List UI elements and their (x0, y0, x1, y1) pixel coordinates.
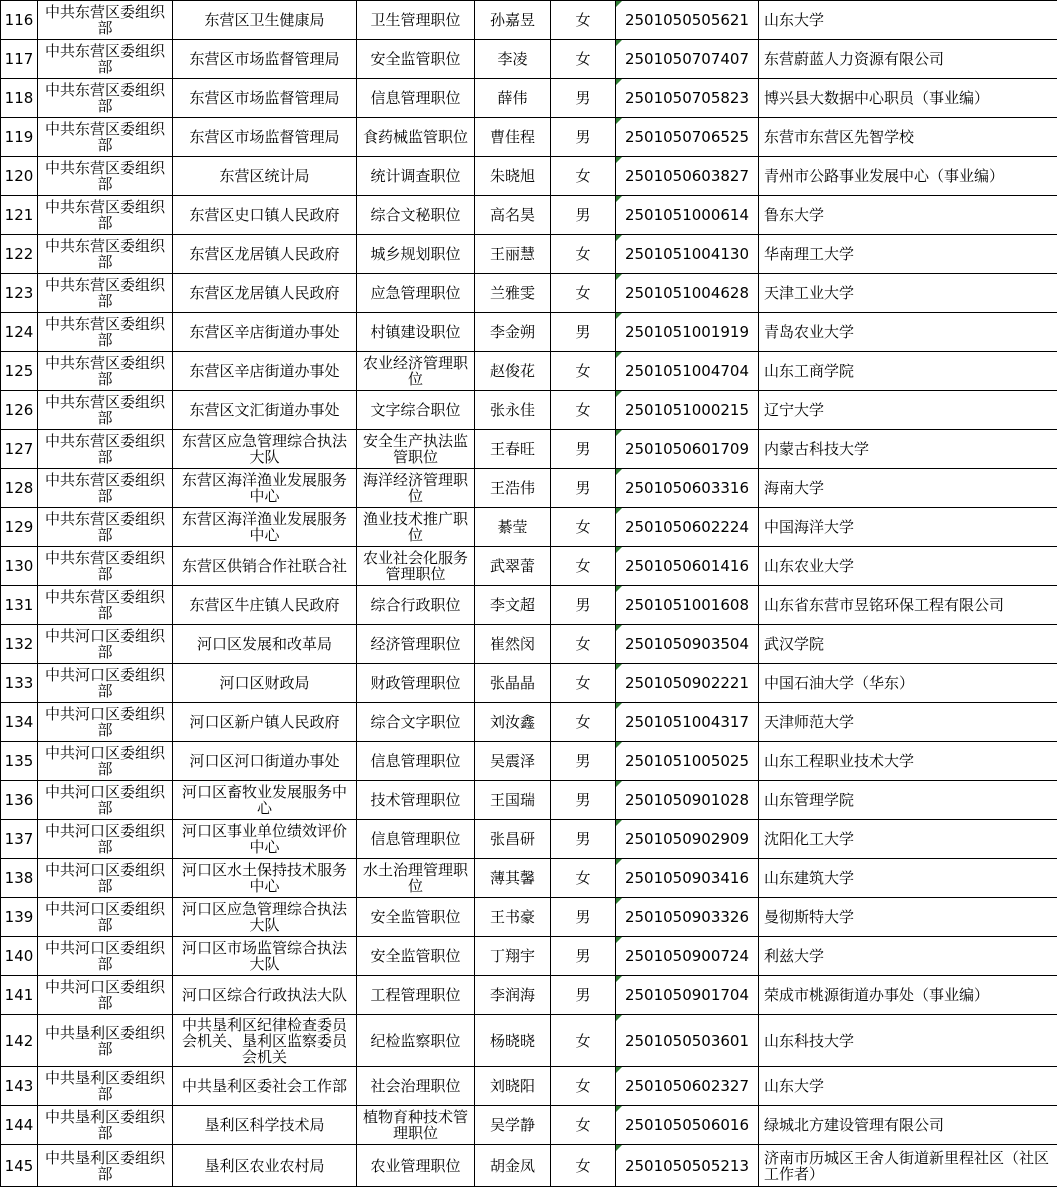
candidate-name-cell: 王书豪 (475, 898, 551, 937)
row-number-cell: 122 (1, 235, 38, 274)
candidate-name-cell: 兰雅雯 (475, 274, 551, 313)
gender-cell: 男 (551, 430, 616, 469)
row-number-cell: 117 (1, 40, 38, 79)
position-cell: 安全监管职位 (357, 898, 475, 937)
gender-cell: 男 (551, 781, 616, 820)
school-or-employer-cell: 山东科技大学 (759, 1015, 1057, 1067)
exam-number-cell: 2501051004628 (616, 274, 759, 313)
employer-unit-cell: 东营区辛店街道办事处 (173, 352, 357, 391)
gender-cell: 女 (551, 1015, 616, 1067)
table-row (1, 391, 1057, 430)
employer-unit-cell: 东营区海洋渔业发展服务中心 (173, 508, 357, 547)
candidate-name-cell: 王国瑞 (475, 781, 551, 820)
employer-unit-cell: 东营区供销合作社联合社 (173, 547, 357, 586)
organizer-cell: 中共东营区委组织部 (38, 79, 173, 118)
row-number-cell: 127 (1, 430, 38, 469)
table-row (1, 547, 1057, 586)
organizer-cell: 中共垦利区委组织部 (38, 1106, 173, 1145)
employer-unit-cell: 垦利区科学技术局 (173, 1106, 357, 1145)
school-or-employer-cell: 博兴县大数据中心职员（事业编） (759, 79, 1057, 118)
organizer-cell: 中共河口区委组织部 (38, 703, 173, 742)
exam-number-cell: 2501050603316 (616, 469, 759, 508)
candidate-name-cell: 薄其馨 (475, 859, 551, 898)
exam-number-cell: 2501051005025 (616, 742, 759, 781)
candidate-name-cell: 杨晓晓 (475, 1015, 551, 1067)
gender-cell: 女 (551, 1067, 616, 1106)
candidate-name-cell: 刘晓阳 (475, 1067, 551, 1106)
school-or-employer-cell: 荣成市桃源街道办事处（事业编） (759, 976, 1057, 1015)
employer-unit-cell: 东营区龙居镇人民政府 (173, 235, 357, 274)
employer-unit-cell: 中共垦利区纪律检查委员会机关、垦利区监察委员会机关 (173, 1015, 357, 1067)
row-number-cell: 135 (1, 742, 38, 781)
school-or-employer-cell: 青岛农业大学 (759, 313, 1057, 352)
employer-unit-cell: 河口区事业单位绩效评价中心 (173, 820, 357, 859)
school-or-employer-cell: 山东大学 (759, 1, 1057, 40)
employer-unit-cell: 河口区水土保持技术服务中心 (173, 859, 357, 898)
employer-unit-cell: 东营区应急管理综合执法大队 (173, 430, 357, 469)
school-or-employer-cell: 内蒙古科技大学 (759, 430, 1057, 469)
employer-unit-cell: 东营区史口镇人民政府 (173, 196, 357, 235)
row-number-cell: 134 (1, 703, 38, 742)
position-cell: 农业经济管理职位 (357, 352, 475, 391)
school-or-employer-cell: 山东工商学院 (759, 352, 1057, 391)
school-or-employer-cell: 中国海洋大学 (759, 508, 1057, 547)
position-cell: 农业社会化服务管理职位 (357, 547, 475, 586)
gender-cell: 男 (551, 313, 616, 352)
exam-number-cell: 2501050505213 (616, 1145, 759, 1187)
organizer-cell: 中共河口区委组织部 (38, 937, 173, 976)
gender-cell: 女 (551, 40, 616, 79)
table-row (1, 664, 1057, 703)
school-or-employer-cell: 辽宁大学 (759, 391, 1057, 430)
organizer-cell: 中共河口区委组织部 (38, 742, 173, 781)
gender-cell: 男 (551, 976, 616, 1015)
exam-number-cell: 2501050903326 (616, 898, 759, 937)
school-or-employer-cell: 济南市历城区王舍人街道新里程社区（社区工作者） (759, 1145, 1057, 1187)
employer-unit-cell: 河口区应急管理综合执法大队 (173, 898, 357, 937)
table-row (1, 508, 1057, 547)
organizer-cell: 中共东营区委组织部 (38, 313, 173, 352)
position-cell: 技术管理职位 (357, 781, 475, 820)
employer-unit-cell: 东营区市场监督管理局 (173, 40, 357, 79)
table-row (1, 1, 1057, 40)
position-cell: 综合文字职位 (357, 703, 475, 742)
organizer-cell: 中共东营区委组织部 (38, 352, 173, 391)
candidate-name-cell: 曹佳程 (475, 118, 551, 157)
organizer-cell: 中共河口区委组织部 (38, 625, 173, 664)
gender-cell: 女 (551, 625, 616, 664)
gender-cell: 女 (551, 391, 616, 430)
position-cell: 村镇建设职位 (357, 313, 475, 352)
table-row (1, 898, 1057, 937)
candidate-name-cell: 张晶晶 (475, 664, 551, 703)
school-or-employer-cell: 山东工程职业技术大学 (759, 742, 1057, 781)
row-number-cell: 143 (1, 1067, 38, 1106)
gender-cell: 女 (551, 508, 616, 547)
exam-number-cell: 2501050707407 (616, 40, 759, 79)
organizer-cell: 中共河口区委组织部 (38, 859, 173, 898)
candidate-name-cell: 王春旺 (475, 430, 551, 469)
school-or-employer-cell: 山东省东营市昱铭环保工程有限公司 (759, 586, 1057, 625)
table-row (1, 118, 1057, 157)
position-cell: 工程管理职位 (357, 976, 475, 1015)
gender-cell: 男 (551, 742, 616, 781)
table-row (1, 1106, 1057, 1145)
row-number-cell: 142 (1, 1015, 38, 1067)
organizer-cell: 中共河口区委组织部 (38, 976, 173, 1015)
position-cell: 水土治理管理职位 (357, 859, 475, 898)
gender-cell: 女 (551, 235, 616, 274)
gender-cell: 女 (551, 157, 616, 196)
organizer-cell: 中共东营区委组织部 (38, 118, 173, 157)
organizer-cell: 中共河口区委组织部 (38, 781, 173, 820)
employer-unit-cell: 河口区发展和改革局 (173, 625, 357, 664)
position-cell: 食药械监管职位 (357, 118, 475, 157)
table-row (1, 976, 1057, 1015)
table-row (1, 1145, 1057, 1187)
gender-cell: 男 (551, 586, 616, 625)
table-row (1, 625, 1057, 664)
employer-unit-cell: 东营区辛店街道办事处 (173, 313, 357, 352)
candidate-name-cell: 王浩伟 (475, 469, 551, 508)
position-cell: 文字综合职位 (357, 391, 475, 430)
employer-unit-cell: 东营区市场监督管理局 (173, 79, 357, 118)
row-number-cell: 139 (1, 898, 38, 937)
gender-cell: 女 (551, 352, 616, 391)
position-cell: 渔业技术推广职位 (357, 508, 475, 547)
position-cell: 统计调查职位 (357, 157, 475, 196)
gender-cell: 男 (551, 820, 616, 859)
row-number-cell: 131 (1, 586, 38, 625)
row-number-cell: 132 (1, 625, 38, 664)
exam-number-cell: 2501050705823 (616, 79, 759, 118)
table-row (1, 1015, 1057, 1067)
table-row (1, 820, 1057, 859)
candidate-name-cell: 綦莹 (475, 508, 551, 547)
row-number-cell: 133 (1, 664, 38, 703)
school-or-employer-cell: 天津师范大学 (759, 703, 1057, 742)
table-row (1, 586, 1057, 625)
exam-number-cell: 2501050902221 (616, 664, 759, 703)
exam-number-cell: 2501050706525 (616, 118, 759, 157)
candidate-name-cell: 李文超 (475, 586, 551, 625)
organizer-cell: 中共东营区委组织部 (38, 586, 173, 625)
position-cell: 社会治理职位 (357, 1067, 475, 1106)
row-number-cell: 120 (1, 157, 38, 196)
employer-unit-cell: 河口区市场监管综合执法大队 (173, 937, 357, 976)
exam-number-cell: 2501050602327 (616, 1067, 759, 1106)
organizer-cell: 中共东营区委组织部 (38, 274, 173, 313)
exam-number-cell: 2501050900724 (616, 937, 759, 976)
organizer-cell: 中共东营区委组织部 (38, 547, 173, 586)
candidate-name-cell: 吴震泽 (475, 742, 551, 781)
position-cell: 财政管理职位 (357, 664, 475, 703)
exam-number-cell: 2501050602224 (616, 508, 759, 547)
gender-cell: 女 (551, 547, 616, 586)
exam-number-cell: 2501051000614 (616, 196, 759, 235)
employer-unit-cell: 东营区龙居镇人民政府 (173, 274, 357, 313)
position-cell: 海洋经济管理职位 (357, 469, 475, 508)
employer-unit-cell: 东营区市场监督管理局 (173, 118, 357, 157)
gender-cell: 女 (551, 1145, 616, 1187)
row-number-cell: 140 (1, 937, 38, 976)
table-row (1, 196, 1057, 235)
gender-cell: 女 (551, 664, 616, 703)
row-number-cell: 126 (1, 391, 38, 430)
position-cell: 城乡规划职位 (357, 235, 475, 274)
candidate-name-cell: 崔然闵 (475, 625, 551, 664)
row-number-cell: 121 (1, 196, 38, 235)
organizer-cell: 中共东营区委组织部 (38, 469, 173, 508)
position-cell: 应急管理职位 (357, 274, 475, 313)
organizer-cell: 中共东营区委组织部 (38, 508, 173, 547)
gender-cell: 男 (551, 937, 616, 976)
row-number-cell: 129 (1, 508, 38, 547)
table-row (1, 79, 1057, 118)
organizer-cell: 中共东营区委组织部 (38, 1, 173, 40)
employer-unit-cell: 河口区新户镇人民政府 (173, 703, 357, 742)
candidate-name-cell: 李润海 (475, 976, 551, 1015)
organizer-cell: 中共河口区委组织部 (38, 820, 173, 859)
employer-unit-cell: 河口区河口街道办事处 (173, 742, 357, 781)
exam-number-cell: 2501051004130 (616, 235, 759, 274)
row-number-cell: 116 (1, 1, 38, 40)
row-number-cell: 119 (1, 118, 38, 157)
candidate-name-cell: 李金朔 (475, 313, 551, 352)
position-cell: 安全生产执法监管职位 (357, 430, 475, 469)
organizer-cell: 中共东营区委组织部 (38, 157, 173, 196)
gender-cell: 男 (551, 118, 616, 157)
employer-unit-cell: 河口区财政局 (173, 664, 357, 703)
exam-number-cell: 2501050901028 (616, 781, 759, 820)
school-or-employer-cell: 东营市东营区先智学校 (759, 118, 1057, 157)
school-or-employer-cell: 绿城北方建设管理有限公司 (759, 1106, 1057, 1145)
school-or-employer-cell: 曼彻斯特大学 (759, 898, 1057, 937)
position-cell: 安全监管职位 (357, 40, 475, 79)
exam-number-cell: 2501050603827 (616, 157, 759, 196)
gender-cell: 女 (551, 1106, 616, 1145)
exam-number-cell: 2501050903504 (616, 625, 759, 664)
exam-number-cell: 2501050505621 (616, 1, 759, 40)
school-or-employer-cell: 天津工业大学 (759, 274, 1057, 313)
exam-number-cell: 2501050601416 (616, 547, 759, 586)
exam-number-cell: 2501050902909 (616, 820, 759, 859)
table-row (1, 274, 1057, 313)
employer-unit-cell: 东营区海洋渔业发展服务中心 (173, 469, 357, 508)
table-row (1, 859, 1057, 898)
organizer-cell: 中共东营区委组织部 (38, 430, 173, 469)
gender-cell: 女 (551, 274, 616, 313)
school-or-employer-cell: 山东管理学院 (759, 781, 1057, 820)
row-number-cell: 118 (1, 79, 38, 118)
table-body (1, 1, 1057, 1187)
row-number-cell: 124 (1, 313, 38, 352)
table-row (1, 469, 1057, 508)
organizer-cell: 中共垦利区委组织部 (38, 1067, 173, 1106)
candidate-name-cell: 朱晓旭 (475, 157, 551, 196)
candidate-name-cell: 王丽慧 (475, 235, 551, 274)
organizer-cell: 中共东营区委组织部 (38, 391, 173, 430)
exam-number-cell: 2501050903416 (616, 859, 759, 898)
organizer-cell: 中共东营区委组织部 (38, 40, 173, 79)
row-number-cell: 125 (1, 352, 38, 391)
row-number-cell: 145 (1, 1145, 38, 1187)
employer-unit-cell: 垦利区农业农村局 (173, 1145, 357, 1187)
candidate-name-cell: 张昌研 (475, 820, 551, 859)
gender-cell: 女 (551, 859, 616, 898)
gender-cell: 女 (551, 1, 616, 40)
organizer-cell: 中共东营区委组织部 (38, 235, 173, 274)
school-or-employer-cell: 东营蔚蓝人力资源有限公司 (759, 40, 1057, 79)
school-or-employer-cell: 海南大学 (759, 469, 1057, 508)
gender-cell: 男 (551, 469, 616, 508)
school-or-employer-cell: 利兹大学 (759, 937, 1057, 976)
school-or-employer-cell: 华南理工大学 (759, 235, 1057, 274)
candidate-name-cell: 孙嘉昱 (475, 1, 551, 40)
candidate-name-cell: 武翠蕾 (475, 547, 551, 586)
candidate-name-cell: 赵俊花 (475, 352, 551, 391)
organizer-cell: 中共河口区委组织部 (38, 664, 173, 703)
position-cell: 卫生管理职位 (357, 1, 475, 40)
organizer-cell: 中共东营区委组织部 (38, 196, 173, 235)
organizer-cell: 中共河口区委组织部 (38, 898, 173, 937)
school-or-employer-cell: 青州市公路事业发展中心（事业编） (759, 157, 1057, 196)
employer-unit-cell: 东营区牛庄镇人民政府 (173, 586, 357, 625)
position-cell: 农业管理职位 (357, 1145, 475, 1187)
organizer-cell: 中共垦利区委组织部 (38, 1145, 173, 1187)
employer-unit-cell: 东营区卫生健康局 (173, 1, 357, 40)
gender-cell: 女 (551, 703, 616, 742)
employer-unit-cell: 河口区综合行政执法大队 (173, 976, 357, 1015)
school-or-employer-cell: 中国石油大学（华东） (759, 664, 1057, 703)
gender-cell: 男 (551, 898, 616, 937)
candidate-name-cell: 高名昊 (475, 196, 551, 235)
school-or-employer-cell: 武汉学院 (759, 625, 1057, 664)
position-cell: 信息管理职位 (357, 79, 475, 118)
table-row (1, 430, 1057, 469)
school-or-employer-cell: 山东大学 (759, 1067, 1057, 1106)
candidate-name-cell: 薛伟 (475, 79, 551, 118)
position-cell: 信息管理职位 (357, 820, 475, 859)
table-row (1, 742, 1057, 781)
position-cell: 纪检监察职位 (357, 1015, 475, 1067)
exam-number-cell: 2501050901704 (616, 976, 759, 1015)
exam-number-cell: 2501051001919 (616, 313, 759, 352)
row-number-cell: 123 (1, 274, 38, 313)
position-cell: 植物育种技术管理职位 (357, 1106, 475, 1145)
exam-number-cell: 2501051004317 (616, 703, 759, 742)
school-or-employer-cell: 山东建筑大学 (759, 859, 1057, 898)
row-number-cell: 128 (1, 469, 38, 508)
position-cell: 安全监管职位 (357, 937, 475, 976)
position-cell: 综合行政职位 (357, 586, 475, 625)
candidate-name-cell: 张永佳 (475, 391, 551, 430)
candidate-name-cell: 丁翔宇 (475, 937, 551, 976)
employer-unit-cell: 中共垦利区委社会工作部 (173, 1067, 357, 1106)
table-row (1, 235, 1057, 274)
table-row (1, 313, 1057, 352)
table-row (1, 157, 1057, 196)
gender-cell: 男 (551, 196, 616, 235)
organizer-cell: 中共垦利区委组织部 (38, 1015, 173, 1067)
table-row (1, 1067, 1057, 1106)
employer-unit-cell: 河口区畜牧业发展服务中心 (173, 781, 357, 820)
exam-number-cell: 2501051000215 (616, 391, 759, 430)
position-cell: 综合文秘职位 (357, 196, 475, 235)
position-cell: 经济管理职位 (357, 625, 475, 664)
row-number-cell: 138 (1, 859, 38, 898)
school-or-employer-cell: 鲁东大学 (759, 196, 1057, 235)
row-number-cell: 141 (1, 976, 38, 1015)
exam-number-cell: 2501050601709 (616, 430, 759, 469)
school-or-employer-cell: 山东农业大学 (759, 547, 1057, 586)
exam-number-cell: 2501051004704 (616, 352, 759, 391)
gender-cell: 男 (551, 79, 616, 118)
employer-unit-cell: 东营区统计局 (173, 157, 357, 196)
exam-number-cell: 2501051001608 (616, 586, 759, 625)
table-row (1, 40, 1057, 79)
position-cell: 信息管理职位 (357, 742, 475, 781)
table-row (1, 703, 1057, 742)
exam-number-cell: 2501050503601 (616, 1015, 759, 1067)
exam-number-cell: 2501050506016 (616, 1106, 759, 1145)
row-number-cell: 137 (1, 820, 38, 859)
candidate-name-cell: 李凌 (475, 40, 551, 79)
row-number-cell: 130 (1, 547, 38, 586)
candidate-name-cell: 刘汝鑫 (475, 703, 551, 742)
table-row (1, 781, 1057, 820)
row-number-cell: 144 (1, 1106, 38, 1145)
candidate-name-cell: 吴学静 (475, 1106, 551, 1145)
employer-unit-cell: 东营区文汇街道办事处 (173, 391, 357, 430)
school-or-employer-cell: 沈阳化工大学 (759, 820, 1057, 859)
row-number-cell: 136 (1, 781, 38, 820)
table-row (1, 937, 1057, 976)
table-row (1, 352, 1057, 391)
candidate-name-cell: 胡金凤 (475, 1145, 551, 1187)
